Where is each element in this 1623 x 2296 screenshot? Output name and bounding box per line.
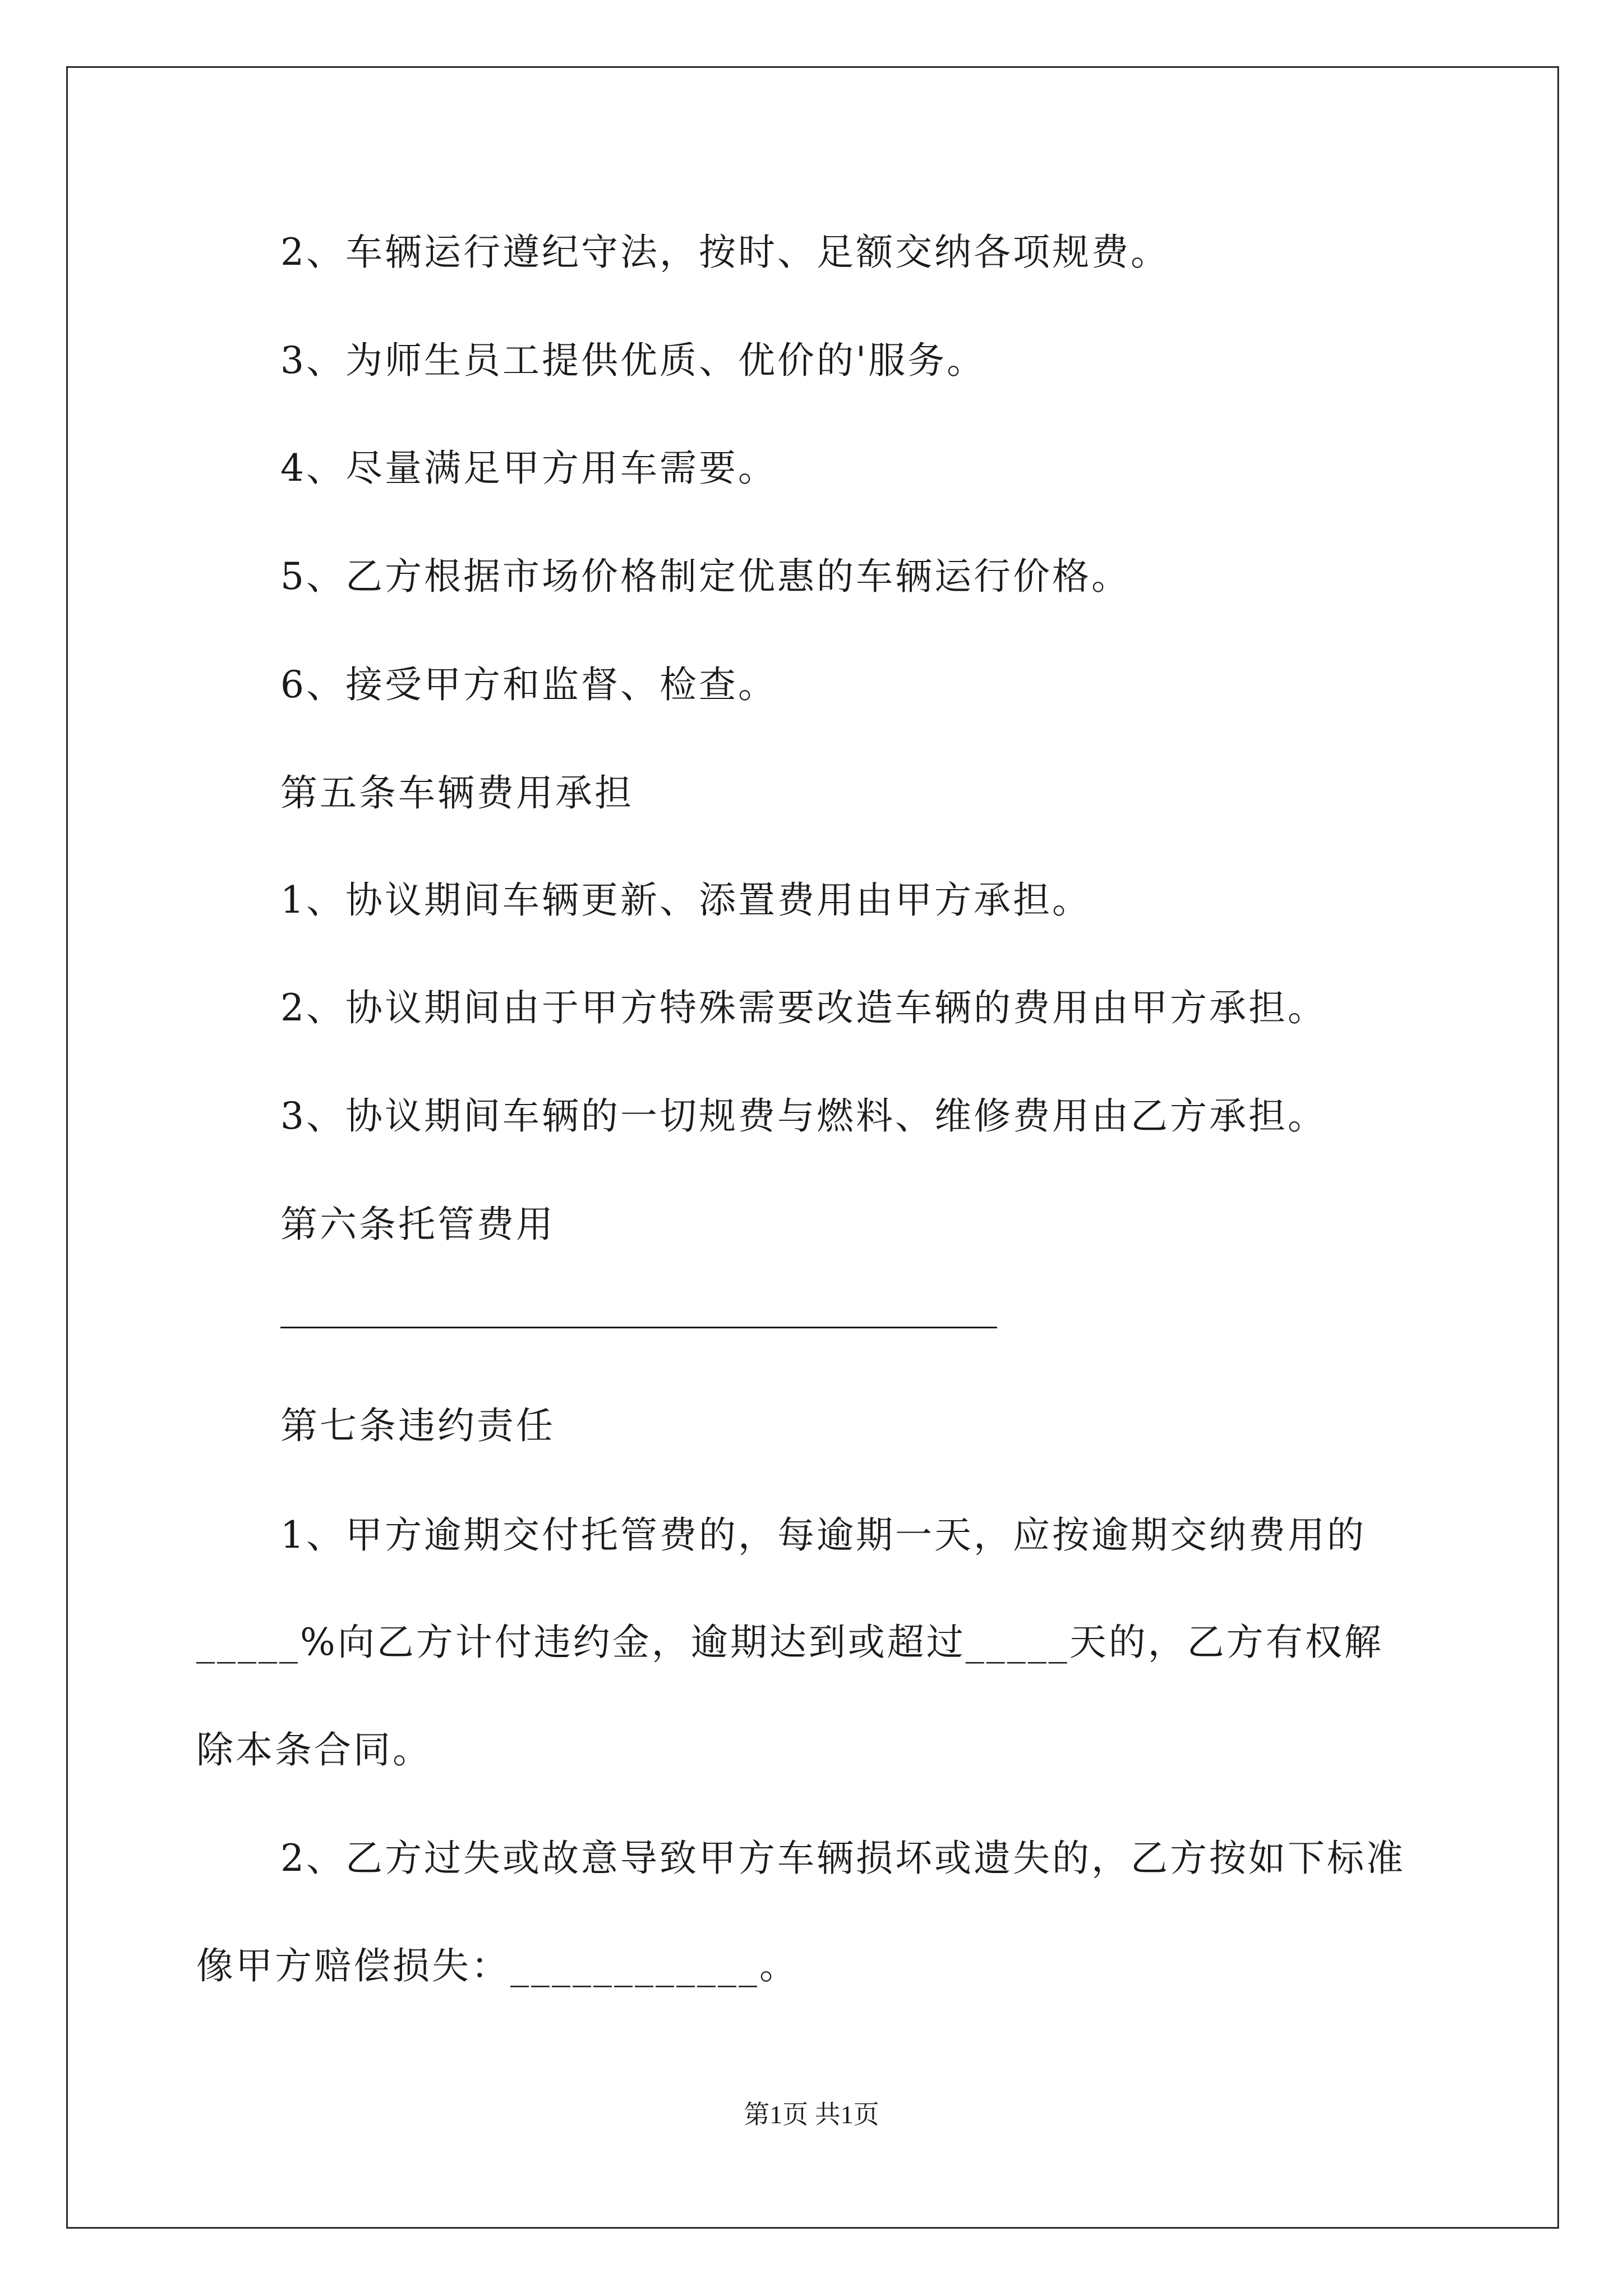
page-number-footer: 第1页 共1页 <box>744 2100 879 2129</box>
section-heading: 第七条违约责任 <box>280 1404 555 1447</box>
clause-line: 2、车辆运行遵纪守法，按时、足额交纳各项规费。 <box>280 231 1170 274</box>
clause-line: 2、协议期间由于甲方特殊需要改造车辆的费用由甲方承担。 <box>280 986 1327 1029</box>
clause-line: 5、乙方根据市场价格制定优惠的车辆运行价格。 <box>280 555 1131 598</box>
clause-line: 1、协议期间车辆更新、添置费用由甲方承担。 <box>280 878 1091 922</box>
clause-line: _____%向乙方计付违约金，逾期达到或超过_____天的，乙方有权解 <box>196 1621 1384 1664</box>
clause-line: 3、为师生员工提供优质、优价的'服务。 <box>280 339 986 382</box>
section-heading: 第五条车辆费用承担 <box>280 771 634 815</box>
page-border <box>66 66 1559 2229</box>
clause-line: 2、乙方过失或故意导致甲方车辆损坏或遗失的，乙方按如下标准 <box>280 1837 1405 1880</box>
clause-line: 除本条合同。 <box>196 1728 432 1772</box>
fill-in-blank-line <box>280 1327 997 1328</box>
clause-line: 4、尽量满足甲方用车需要。 <box>280 447 777 490</box>
clause-line: 6、接受甲方和监督、检查。 <box>280 663 777 706</box>
clause-line: 3、协议期间车辆的一切规费与燃料、维修费用由乙方承担。 <box>280 1094 1327 1138</box>
clause-line: 1、甲方逾期交付托管费的，每逾期一天，应按逾期交纳费用的 <box>280 1513 1366 1557</box>
section-heading: 第六条托管费用 <box>280 1203 555 1246</box>
clause-line: 像甲方赔偿损失：____________。 <box>196 1944 799 1987</box>
